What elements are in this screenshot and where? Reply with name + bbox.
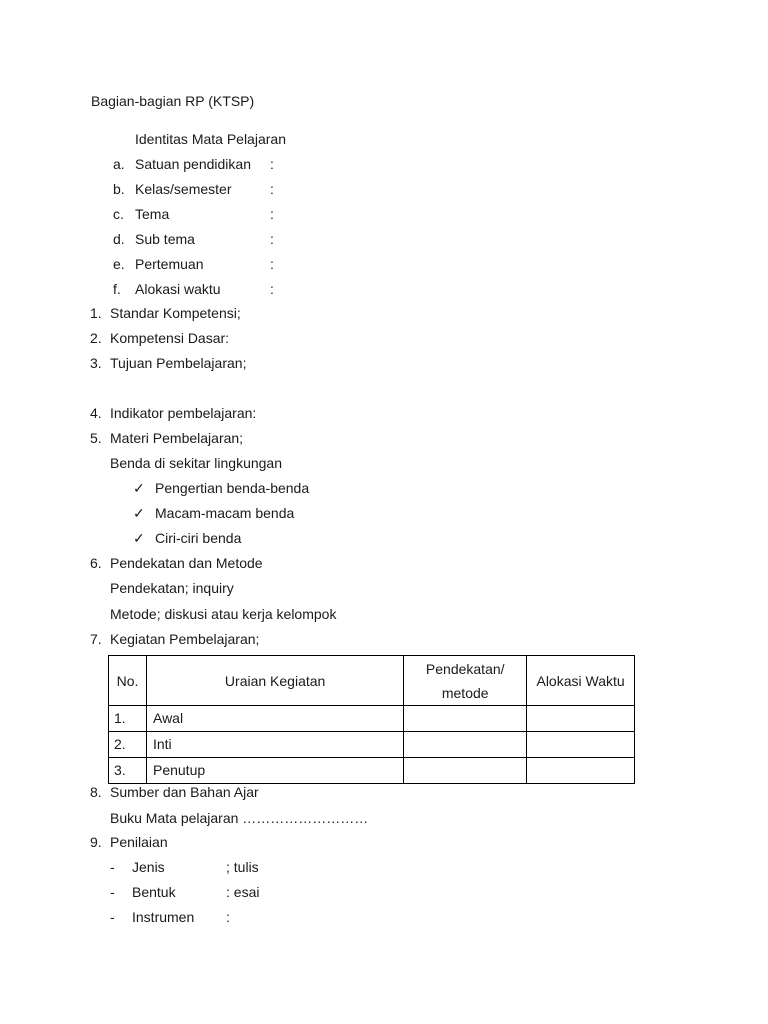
section-heading: Pendekatan dan Metode <box>110 555 263 571</box>
section-heading: Materi Pembelajaran; <box>110 430 244 446</box>
item-marker: f. <box>113 281 121 297</box>
pendekatan-line: Pendekatan; inquiry <box>110 580 234 596</box>
item-label: Pertemuan <box>135 256 204 272</box>
section-heading: Kompetensi Dasar: <box>110 330 230 346</box>
sumber-line: Buku Mata pelajaran ……………………… <box>110 810 369 826</box>
section-heading: Standar Kompetensi; <box>110 305 241 321</box>
checklist-item: Pengertian benda-benda <box>155 480 310 496</box>
section-heading: Sumber dan Bahan Ajar <box>110 784 259 800</box>
row-pendekatan <box>404 732 527 758</box>
header-alokasi: Alokasi Waktu <box>527 656 635 706</box>
item-colon: : <box>270 206 274 222</box>
item-colon: : <box>270 181 274 197</box>
checklist-item: Ciri-ciri benda <box>155 530 242 546</box>
row-alokasi <box>527 732 635 758</box>
section-number: 2. <box>90 330 102 346</box>
item-colon: : <box>270 231 274 247</box>
item-label: Satuan pendidikan <box>135 156 251 172</box>
check-icon: ✓ <box>133 530 145 546</box>
row-no: 2. <box>109 732 147 758</box>
section-heading: Penilaian <box>110 834 168 850</box>
row-pendekatan <box>404 706 527 732</box>
section-number: 6. <box>90 555 102 571</box>
penilaian-value: : esai <box>226 884 260 900</box>
table-row <box>109 758 635 784</box>
section-number: 8. <box>90 784 102 800</box>
checklist-item: Macam-macam benda <box>155 505 295 521</box>
penilaian-label: Jenis <box>132 859 165 875</box>
section-number: 5. <box>90 430 102 446</box>
kegiatan-table <box>108 655 635 784</box>
row-no: 1. <box>109 706 147 732</box>
item-label: Alokasi waktu <box>135 281 221 297</box>
header-pendekatan <box>404 656 527 706</box>
row-uraian: Inti <box>146 732 403 758</box>
section-number: 7. <box>90 631 102 647</box>
item-label: Sub tema <box>135 231 195 247</box>
section-number: 3. <box>90 355 102 371</box>
table-header-row <box>109 656 635 706</box>
check-icon: ✓ <box>133 480 145 496</box>
section-heading: Kegiatan Pembelajaran; <box>110 631 260 647</box>
dash-bullet: - <box>110 909 115 925</box>
row-alokasi <box>527 758 635 784</box>
item-colon: : <box>270 281 274 297</box>
penilaian-label: Bentuk <box>132 884 176 900</box>
item-marker: a. <box>113 156 125 172</box>
item-colon: : <box>270 156 274 172</box>
header-pendekatan-line1: Pendekatan/ <box>425 660 505 677</box>
header-pendekatan-line2: metode <box>441 684 489 701</box>
metode-line: Metode; diskusi atau kerja kelompok <box>110 606 337 622</box>
dash-bullet: - <box>110 859 115 875</box>
row-uraian: Awal <box>146 706 403 732</box>
item-colon: : <box>270 256 274 272</box>
table-row <box>109 706 635 732</box>
row-no: 3. <box>109 758 147 784</box>
item-marker: d. <box>113 231 125 247</box>
identitas-heading: Identitas Mata Pelajaran <box>135 131 286 147</box>
row-uraian: Penutup <box>146 758 403 784</box>
document-title: Bagian-bagian RP (KTSP) <box>91 93 255 109</box>
table-row <box>109 732 635 758</box>
section-number: 1. <box>90 305 102 321</box>
penilaian-value: ; tulis <box>226 859 259 875</box>
header-no: No. <box>109 656 147 706</box>
penilaian-label: Instrumen <box>132 909 195 925</box>
item-marker: c. <box>113 206 124 222</box>
section-number: 4. <box>90 405 102 421</box>
item-label: Tema <box>135 206 170 222</box>
item-marker: b. <box>113 181 125 197</box>
section-heading: Tujuan Pembelajaran; <box>110 355 247 371</box>
item-label: Kelas/semester <box>135 181 232 197</box>
check-icon: ✓ <box>133 505 145 521</box>
header-uraian: Uraian Kegiatan <box>146 656 403 706</box>
row-alokasi <box>527 706 635 732</box>
section-heading: Indikator pembelajaran: <box>110 405 257 421</box>
item-marker: e. <box>113 256 125 272</box>
materi-subtitle: Benda di sekitar lingkungan <box>110 455 283 471</box>
penilaian-value: : <box>226 909 230 925</box>
section-number: 9. <box>90 834 102 850</box>
row-pendekatan <box>404 758 527 784</box>
dash-bullet: - <box>110 884 115 900</box>
